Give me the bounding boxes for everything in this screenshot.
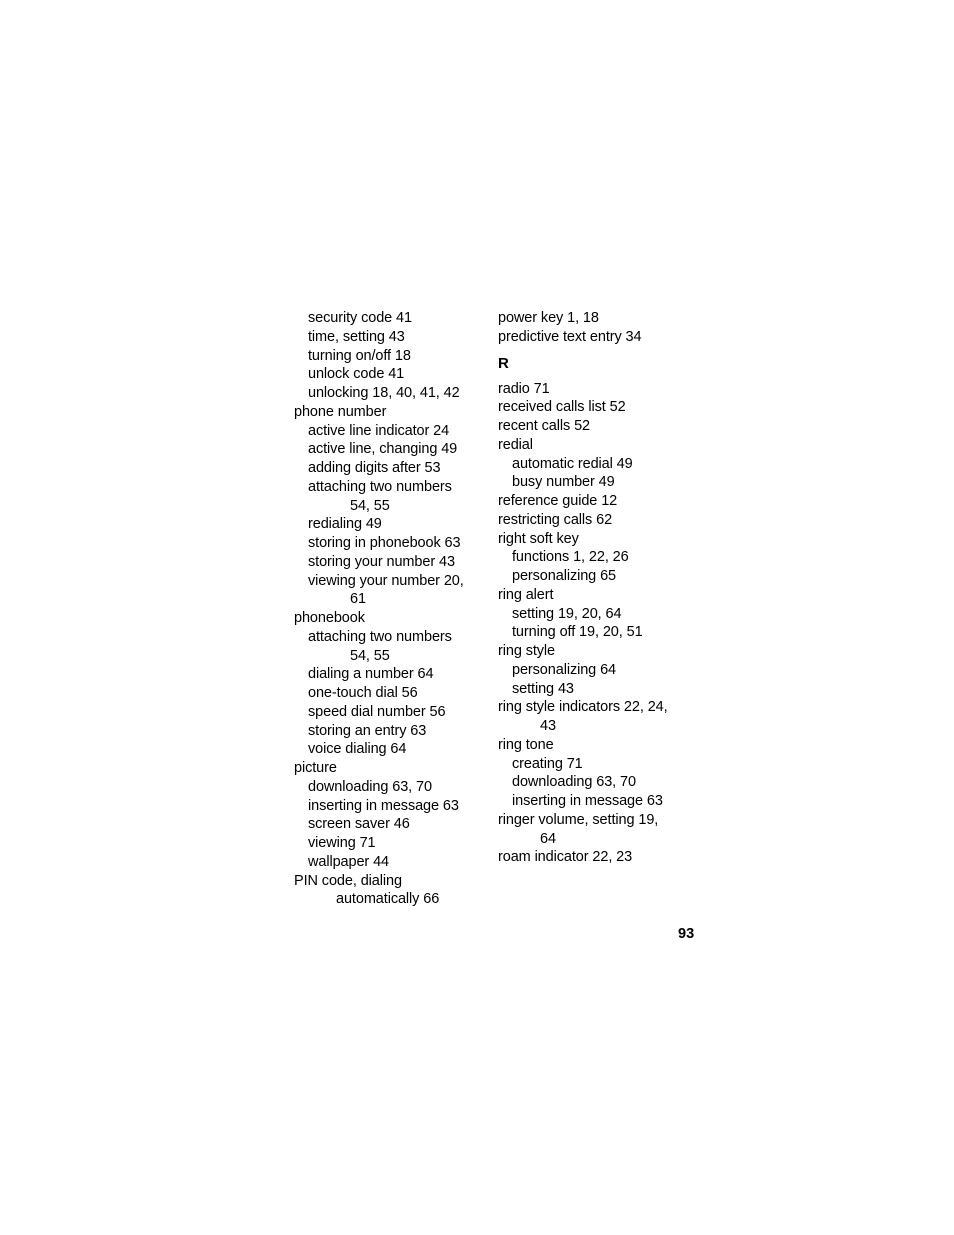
- index-entry: redial: [498, 436, 533, 453]
- index-entry: roam indicator 22, 23: [498, 849, 633, 866]
- index-subentry: storing your number 43: [308, 553, 455, 570]
- index-column-right: [498, 309, 688, 867]
- index-subentry: 54, 55: [350, 497, 390, 514]
- index-subentry: active line indicator 24: [308, 422, 450, 439]
- index-subentry: time, setting 43: [308, 328, 405, 345]
- index-entry: ring tone: [498, 736, 554, 753]
- index-subentry: turning off 19, 20, 51: [512, 624, 643, 641]
- index-subentry: 61: [350, 591, 366, 608]
- index-subentry: security code 41: [308, 310, 412, 326]
- index-subentry: redialing 49: [308, 516, 382, 533]
- index-entry: ringer volume, setting 19,: [498, 811, 659, 828]
- section-letter: R: [498, 354, 509, 372]
- index-subentry: automatically 66: [336, 891, 440, 908]
- index-subentry: personalizing 64: [512, 661, 616, 678]
- index-entry: radio 71: [498, 380, 550, 397]
- index-entry: picture: [294, 760, 337, 776]
- index-subentry: inserting in message 63: [308, 797, 459, 814]
- index-subentry: turning on/off 18: [308, 347, 411, 364]
- index-column-left: [294, 309, 484, 909]
- index-entry: ring style: [498, 643, 556, 659]
- index-subentry: functions 1, 22, 26: [512, 549, 629, 566]
- index-subentry: attaching two numbers: [308, 478, 452, 495]
- index-group-p-continued: [498, 309, 688, 347]
- index-subentry: wallpaper 44: [308, 853, 390, 870]
- index-subentry: downloading 63, 70: [308, 778, 432, 795]
- index-group-r: [498, 380, 688, 868]
- index-subentry: attaching two numbers: [308, 628, 452, 645]
- index-subentry: active line, changing 49: [308, 441, 458, 458]
- index-entry: phone number: [294, 403, 387, 420]
- index-entry: power key 1, 18: [498, 310, 599, 326]
- index-entry: PIN code, dialing: [294, 872, 402, 889]
- index-subentry: busy number 49: [512, 474, 615, 491]
- index-subentry: personalizing 65: [512, 568, 616, 584]
- index-subentry: screen saver 46: [308, 816, 410, 833]
- index-subentry: 64: [540, 830, 556, 847]
- index-subentry: viewing 71: [308, 835, 376, 851]
- index-subentry: dialing a number 64: [308, 666, 434, 683]
- index-entry: ring alert: [498, 586, 554, 603]
- page-number: 93: [678, 926, 695, 942]
- index-entry: predictive text entry 34: [498, 328, 642, 345]
- index-entry: received calls list 52: [498, 399, 626, 416]
- index-entry: restricting calls 62: [498, 511, 613, 528]
- index-subentry: inserting in message 63: [512, 793, 663, 809]
- index-subentry: unlocking 18, 40, 41, 42: [308, 385, 460, 401]
- index-subentry: storing in phonebook 63: [308, 535, 461, 551]
- index-subentry: viewing your number 20,: [308, 572, 464, 589]
- index-entry: recent calls 52: [498, 418, 590, 434]
- index-subentry: adding digits after 53: [308, 460, 441, 476]
- index-subentry: one-touch dial 56: [308, 685, 418, 701]
- index-subentry: setting 43: [512, 680, 574, 697]
- index-subentry: storing an entry 63: [308, 722, 427, 739]
- index-subentry: unlock code 41: [308, 366, 405, 383]
- index-subentry: automatic redial 49: [512, 455, 633, 472]
- index-subentry: downloading 63, 70: [512, 774, 636, 791]
- index-subentry: setting 19, 20, 64: [512, 605, 622, 622]
- index-subentry: voice dialing 64: [308, 741, 407, 758]
- index-subentry: 43: [540, 718, 556, 734]
- index-entry: reference guide 12: [498, 493, 618, 509]
- index-subentry: creating 71: [512, 755, 583, 772]
- index-subentry: speed dial number 56: [308, 703, 446, 720]
- index-entry: phonebook: [294, 610, 365, 626]
- index-entry: ring style indicators 22, 24,: [498, 699, 668, 716]
- index-subentry: 54, 55: [350, 647, 390, 664]
- index-entry: right soft key: [498, 530, 579, 547]
